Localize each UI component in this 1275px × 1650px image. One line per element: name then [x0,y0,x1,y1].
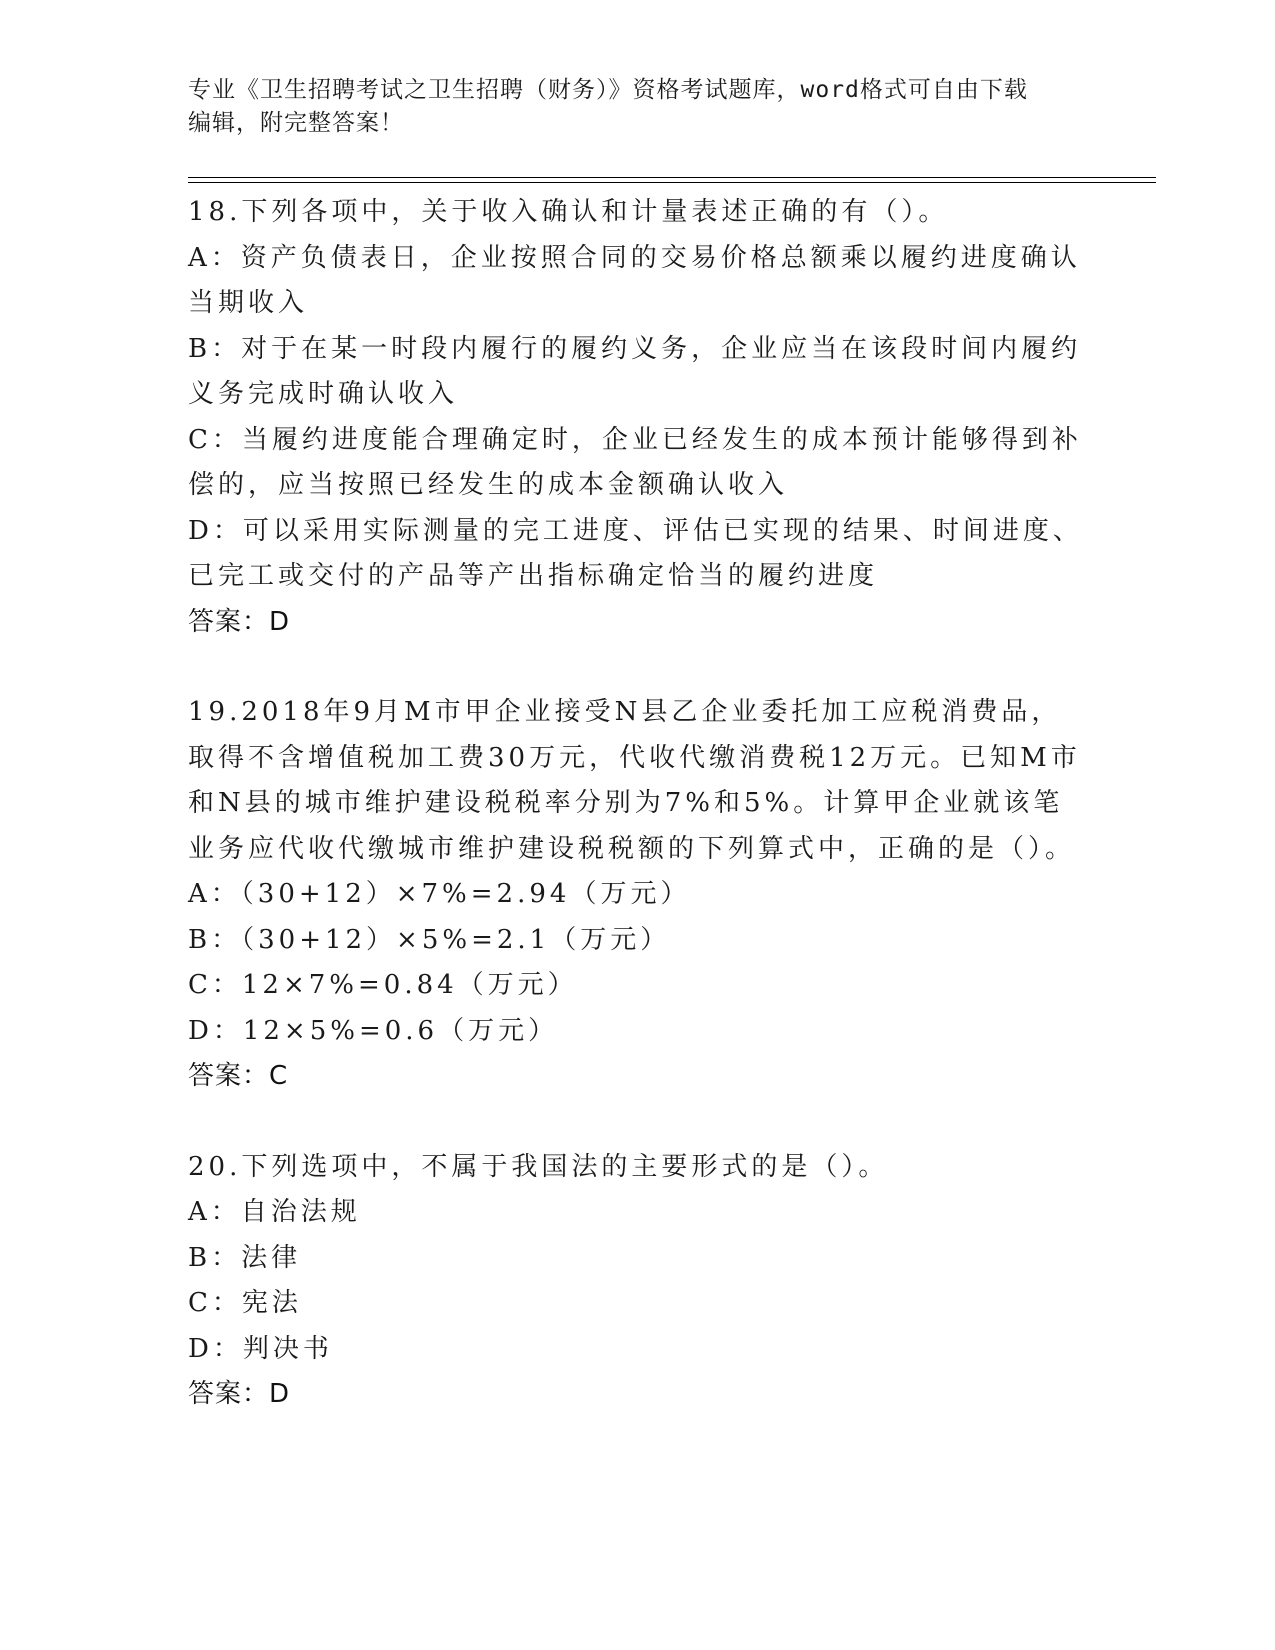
header-line-1: 专业《卫生招聘考试之卫生招聘（财务）》资格考试题库，word格式可自由下载 [188,77,1028,103]
answer: 答案：C [188,1061,289,1091]
option-a: A：（30+12）×7%=2.94（万元） [188,879,691,909]
option-d: D：12×5%=0.6（万元） [188,1015,559,1046]
option-c: C：宪法 [188,1288,302,1318]
question-stem: 19.2018年9月M市甲企业接受N县乙企业委托加工应税消费品，取得不含增值税加工费30万元，代收代缴消费税12万元。已知M市和N县的城市维护建设税税率分别为7%和5%。计算甲企业就该笔业务应代收代缴城市维护建设税税额的下列算式中，正确的是（）。 [188,697,1081,864]
question-20 [188,1145,1088,1418]
option-c: C：12×7%=0.84（万元） [188,970,578,1000]
question-18 [188,190,1088,645]
option-d: D：可以采用实际测量的完工进度、评估已实现的结果、时间进度、已完工或交付的产品等产出指标确定恰当的履约进度 [188,515,1083,591]
option-b: B：（30+12）×5%=2.1（万元） [188,924,671,955]
question-stem: 20.下列选项中，不属于我国法的主要形式的是（）。 [188,1151,889,1182]
question-19 [188,690,1088,1100]
question-stem: 18.下列各项中，关于收入确认和计量表述正确的有（）。 [188,197,949,227]
option-a: A：自治法规 [188,1197,361,1227]
header-divider-bottom [188,182,1156,183]
header-divider-top [188,177,1156,178]
document-header [188,74,1068,140]
option-b: B：对于在某一时段内履行的履约义务，企业应当在该段时间内履约义务完成时确认收入 [188,333,1082,409]
option-c: C：当履约进度能合理确定时，企业已经发生的成本预计能够得到补偿的，应当按照已经发生的成本金额确认收入 [188,424,1082,500]
answer: 答案：D [188,606,291,637]
option-b: B：法律 [188,1242,302,1273]
answer: 答案：D [188,1379,291,1409]
header-line-2: 编辑，附完整答案！ [188,110,404,136]
option-d: D：判决书 [188,1333,333,1364]
option-a: A：资产负债表日，企业按照合同的交易价格总额乘以履约进度确认当期收入 [188,242,1081,318]
question-list [188,190,1088,1463]
